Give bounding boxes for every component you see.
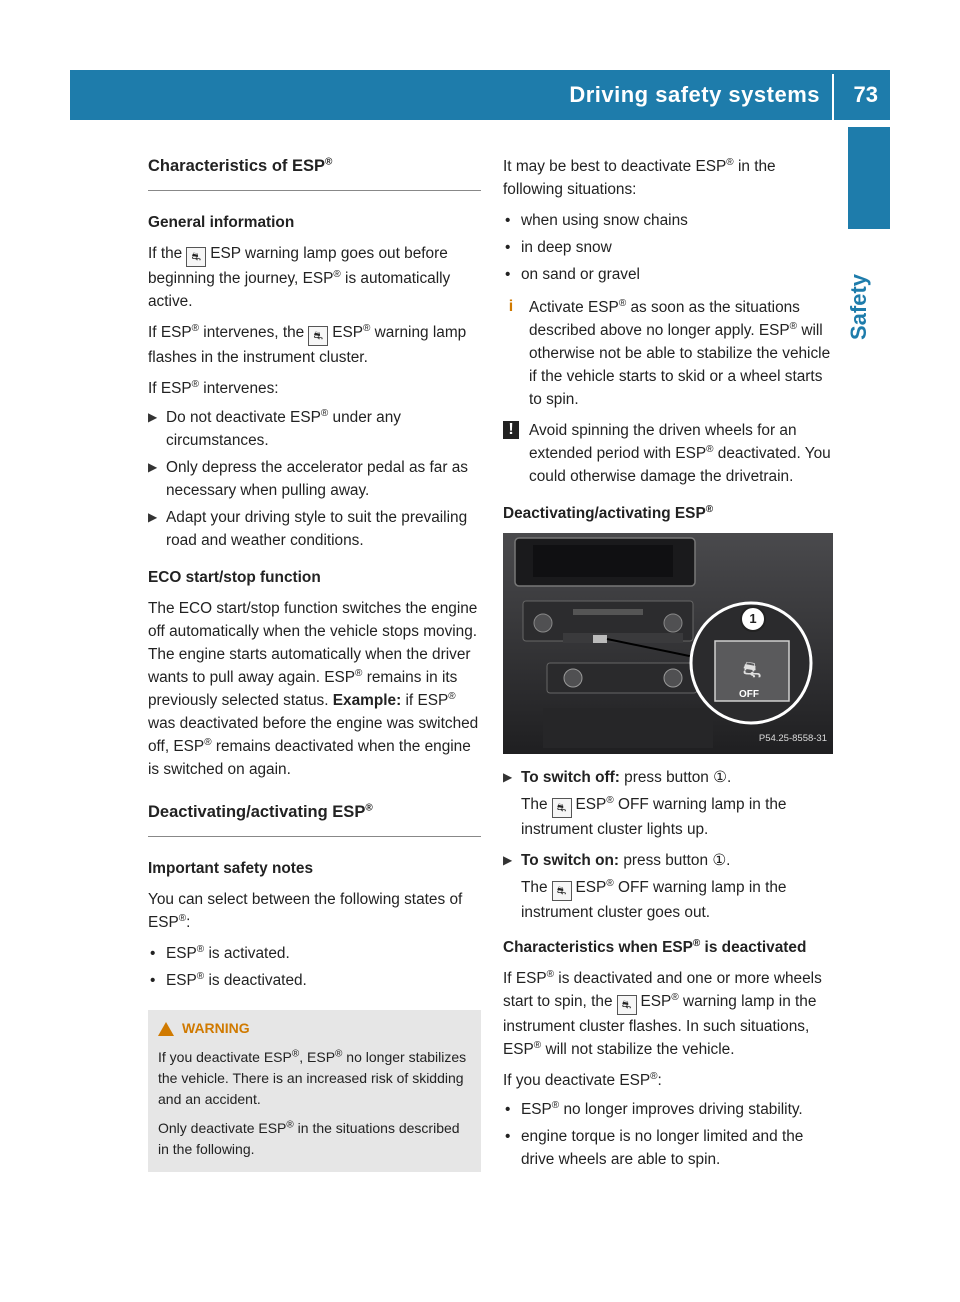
warning-header: WARNING xyxy=(158,1018,471,1039)
info-note: i Activate ESP® as soon as the situations described above no longer apply. ESP® will otherwise not be able to stabilize the vehicle if the vehicle starts to skid or a wheel starts to spin. xyxy=(503,296,837,411)
step-arrow-icon: ▶ xyxy=(148,510,158,524)
callout-ref: ① xyxy=(712,852,727,869)
warning-box xyxy=(148,1010,481,1172)
callout-badge: 1 xyxy=(740,606,766,632)
paragraph-if-deactivate: If you deactivate ESP®: xyxy=(503,1070,662,1089)
instruction-step: ▶ Only depress the accelerator pedal as far as necessary when pulling away. xyxy=(148,456,481,502)
svg-text:⛐: ⛐ xyxy=(742,658,762,683)
off-label: OFF xyxy=(739,689,759,700)
right-column xyxy=(503,155,837,1175)
section-title: Driving safety systems xyxy=(569,82,820,107)
list-item: • ESP® no longer improves driving stability. xyxy=(503,1098,837,1121)
warning-text: If you deactivate ESP®, ESP® no longer stabilizes the vehicle. There is an increased risk of skidding and an accident. xyxy=(158,1048,467,1107)
dashboard-photo xyxy=(503,533,833,754)
paragraph-esp-intervenes: If ESP® intervenes, the ⛐ ESP® warning lamp flashes in the instrument cluster. xyxy=(148,322,467,366)
callout-ref: ① xyxy=(713,769,727,786)
section-tab-marker xyxy=(848,127,890,229)
list-item: • ESP® is activated. xyxy=(148,942,481,965)
heading-characteristics-deactivated: Characteristics when ESP® is deactivated xyxy=(503,937,807,956)
list-item: • ESP® is deactivated. xyxy=(148,969,481,992)
bullet-icon: • xyxy=(505,1101,511,1118)
paragraph-if-intervenes: If ESP® intervenes: xyxy=(148,378,279,397)
info-icon: i xyxy=(508,298,514,315)
paragraph-lamp-goes-out: If the ⛐ ESP warning lamp goes out before beginning the journey, ESP® is automatically active. xyxy=(148,245,451,310)
heading-general-information: General information xyxy=(148,214,295,231)
esp-warning-lamp-icon: ⛐ xyxy=(617,995,637,1015)
heading-important-safety-notes: Important safety notes xyxy=(148,860,314,877)
esp-warning-lamp-icon: ⛐ xyxy=(186,247,206,267)
instruction-step: ▶ Do not deactivate ESP® under any circumstances. xyxy=(148,407,401,449)
warning-text: Only deactivate ESP® in the situations described in the following. xyxy=(158,1119,460,1157)
bullet-icon: • xyxy=(150,972,156,989)
instruction-step: ▶ To switch off: press button ①. xyxy=(503,766,837,789)
step-arrow-icon: ▶ xyxy=(148,410,158,424)
esp-warning-lamp-icon: ⛐ xyxy=(308,326,328,346)
heading-characteristics: Characteristics of ESP® xyxy=(148,155,481,191)
bullet-icon: • xyxy=(505,239,511,256)
bullet-icon: • xyxy=(505,266,511,283)
list-item: • in deep snow xyxy=(503,236,837,259)
heading-deactivating-activating-2: Deactivating/activating ESP® xyxy=(503,503,714,522)
list-item: • when using snow chains xyxy=(503,209,837,232)
exclamation-icon: ! xyxy=(503,421,519,439)
step-arrow-icon: ▶ xyxy=(148,460,158,474)
list-item: • engine torque is no longer limited and the drive wheels are able to spin. xyxy=(503,1125,837,1171)
bullet-icon: • xyxy=(505,1128,511,1145)
left-column xyxy=(148,155,481,1172)
instruction-step: ▶ To switch on: press button ①. xyxy=(503,849,837,872)
photo-credit: P54.25-8558-31 xyxy=(758,733,827,744)
header-divider xyxy=(832,74,834,120)
paragraph-switch-off-result: The ⛐ ESP® OFF warning lamp in the instrument cluster lights up. xyxy=(521,794,787,838)
instruction-step: ▶ Adapt your driving style to suit the prevailing road and weather conditions. xyxy=(148,506,481,552)
page-number: 73 xyxy=(853,82,878,107)
section-tab-label: Safety xyxy=(846,273,871,340)
step-arrow-icon: ▶ xyxy=(503,853,513,867)
header-bar xyxy=(70,70,890,120)
paragraph-states: You can select between the following states of ESP®: xyxy=(148,891,463,931)
center-console-illustration xyxy=(503,533,833,754)
esp-off-warning-lamp-icon: ⛐ xyxy=(552,881,572,901)
heading-deactivating-activating: Deactivating/activating ESP® xyxy=(148,801,481,837)
heading-eco-start-stop: ECO start/stop function xyxy=(148,569,321,586)
paragraph-characteristics-deactivated: If ESP® is deactivated and one or more wheels start to spin, the ⛐ ESP® warning lamp in the instrument cluster flashes. In such situations, ESP® will not stabilize the vehicle. xyxy=(503,968,822,1058)
paragraph-intro: It may be best to deactivate ESP® in the following situations: xyxy=(503,156,776,198)
paragraph-switch-on-result: The ⛐ ESP® OFF warning lamp in the instrument cluster goes out. xyxy=(521,877,787,921)
esp-off-warning-lamp-icon: ⛐ xyxy=(552,798,572,818)
paragraph-eco: The ECO start/stop function switches the engine off automatically when the vehicle stops moving. The engine starts automatically when the driver wants to pull away again. ESP® remains in its previously selected status. Example: if ESP® was deactivated before the engine was switched off, ESP® remains deactivated when the engine is switched on again. xyxy=(148,600,479,778)
bullet-icon: • xyxy=(150,945,156,962)
bullet-icon: • xyxy=(505,212,511,229)
caution-note: ! Avoid spinning the driven wheels for an extended period with ESP® deactivated. You could otherwise damage the drivetrain. xyxy=(503,419,837,488)
list-item: • on sand or gravel xyxy=(503,263,837,286)
warning-triangle-icon xyxy=(158,1022,174,1036)
step-arrow-icon: ▶ xyxy=(503,770,513,784)
